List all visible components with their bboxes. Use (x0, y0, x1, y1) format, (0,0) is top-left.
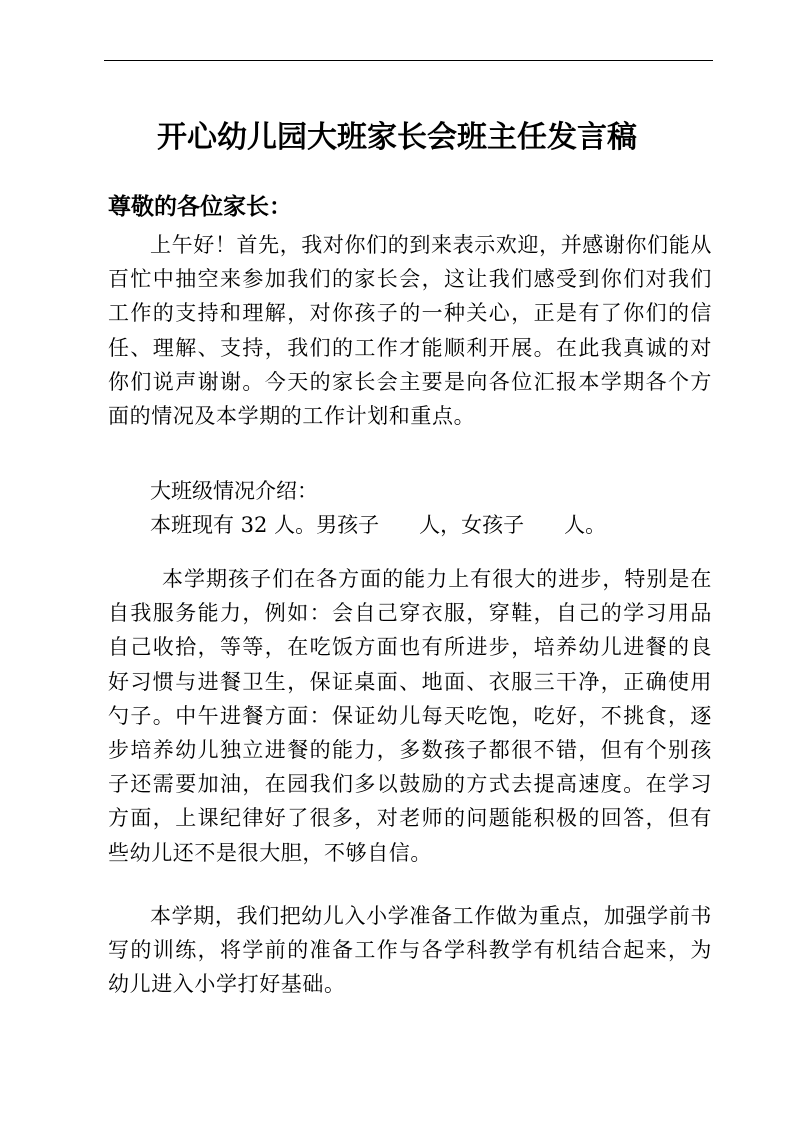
class-intro-line: 本班现有 32 人。男孩子 人，女孩子 人。 (150, 513, 607, 537)
paragraph-greeting: 上午好！首先，我对你们的到来表示欢迎，并感谢你们能从百忙中抽空来参加我们的家长会，这让我们感受到你们对我们工作的支持和理解，对你孩子的一种关心，正是有了你们的信任、理解、支持，我们的工作才能顺利开展。在此我真诚的对你们说声谢谢。今天的家长会主要是向各位汇报本学期各个方面的情况及本学期的工作计划和重点。 (108, 233, 712, 429)
paragraph-plan: 本学期，我们把幼儿入小学准备工作做为重点，加强学前书写的训练，将学前的准备工作与各学科教学有机结合起来，为幼儿进入小学打好基础。 (108, 904, 712, 997)
document-title: 开心幼儿园大班家长会班主任发言稿 (157, 120, 637, 155)
header-rule (104, 60, 713, 61)
salutation: 尊敬的各位家长： (108, 194, 292, 220)
paragraph-progress: 本学期孩子们在各方面的能力上有很大的进步，特别是在自我服务能力，例如：会自己穿衣服，穿鞋，自己的学习用品自己收拾，等等，在吃饭方面也有所进步，培养幼儿进餐的良好习惯与进餐卫生，保证桌面、地面、衣服三干净，正确使用勺子。中午进餐方面：保证幼儿每天吃饱，吃好，不挑食，逐步培养幼儿独立进餐的能力，多数孩子都很不错，但有个别孩子还需要加油，在园我们多以鼓励的方式去提高速度。在学习方面，上课纪律好了很多，对老师的问题能积极的回答，但有些幼儿还不是很大胆，不够自信。 (108, 567, 712, 865)
class-intro-heading: 大班级情况介绍： (150, 479, 318, 503)
